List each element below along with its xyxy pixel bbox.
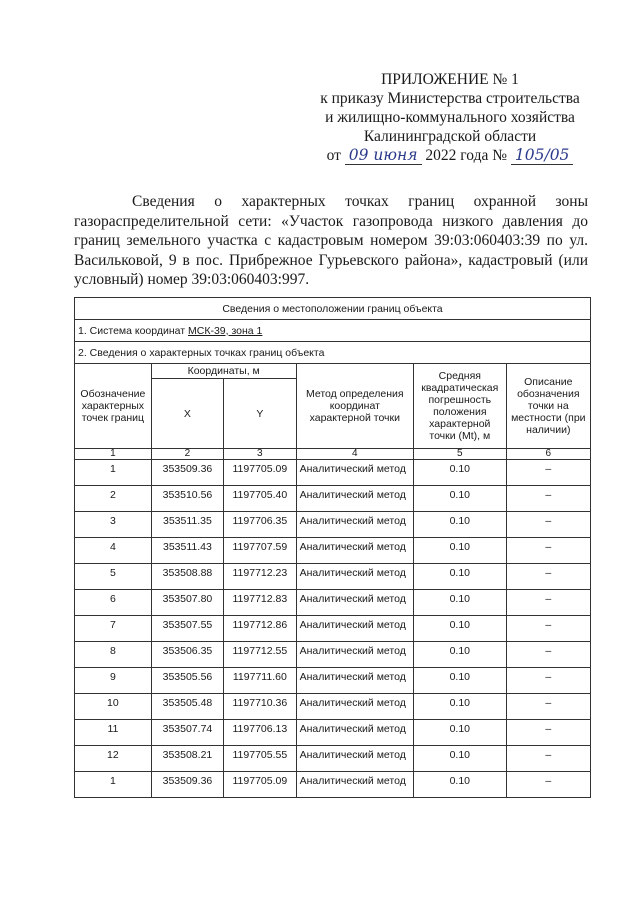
cell-point: 8 [75, 642, 152, 668]
cell-x: 353505.48 [151, 694, 223, 720]
cell-y: 1197705.55 [224, 746, 297, 772]
cell-point: 6 [75, 590, 152, 616]
cell-y: 1197712.86 [224, 616, 297, 642]
cell-desc: – [506, 694, 590, 720]
cell-mt: 0.10 [414, 694, 507, 720]
table-row [75, 772, 591, 798]
table-row [75, 746, 591, 772]
table-row [75, 512, 591, 538]
cell-y: 1197712.83 [224, 590, 297, 616]
boundary-points-table [74, 297, 591, 798]
cell-mt: 0.10 [414, 642, 507, 668]
cell-point: 1 [75, 772, 152, 798]
header-method: Метод определения координат характерной точки [296, 364, 413, 449]
header-y: Y [224, 379, 297, 449]
appendix-date-line [300, 146, 600, 165]
cell-point: 12 [75, 746, 152, 772]
points-section-title: 2. Сведения о характерных точках границ объекта [75, 342, 591, 364]
handwritten-number: 105/05 [511, 146, 574, 165]
table-row [75, 460, 591, 486]
col-number: 5 [414, 449, 507, 460]
cell-mt: 0.10 [414, 720, 507, 746]
cell-x: 353506.35 [151, 642, 223, 668]
cell-y: 1197707.59 [224, 538, 297, 564]
date-prefix: от [326, 147, 341, 164]
cell-mt: 0.10 [414, 668, 507, 694]
cell-point: 3 [75, 512, 152, 538]
cell-mt: 0.10 [414, 746, 507, 772]
cell-point: 9 [75, 668, 152, 694]
cell-x: 353505.56 [151, 668, 223, 694]
cell-method: Аналитический метод [296, 512, 413, 538]
header-coordinates: Координаты, м [151, 364, 296, 379]
cell-point: 7 [75, 616, 152, 642]
cell-mt: 0.10 [414, 460, 507, 486]
cell-mt: 0.10 [414, 590, 507, 616]
col-number: 3 [224, 449, 297, 460]
table-row [75, 720, 591, 746]
cell-desc: – [506, 590, 590, 616]
cell-point: 2 [75, 486, 152, 512]
cell-desc: – [506, 746, 590, 772]
cell-desc: – [506, 564, 590, 590]
col-number: 4 [296, 449, 413, 460]
cell-y: 1197710.36 [224, 694, 297, 720]
cell-desc: – [506, 668, 590, 694]
column-numbers-row [75, 449, 591, 460]
cell-mt: 0.10 [414, 512, 507, 538]
cell-method: Аналитический метод [296, 486, 413, 512]
handwritten-date: 09 июня [345, 146, 422, 165]
cell-desc: – [506, 486, 590, 512]
cell-method: Аналитический метод [296, 460, 413, 486]
cell-point: 1 [75, 460, 152, 486]
table-row [75, 668, 591, 694]
cell-desc: – [506, 720, 590, 746]
cell-x: 353511.35 [151, 512, 223, 538]
cell-desc: – [506, 616, 590, 642]
cell-x: 353508.88 [151, 564, 223, 590]
cell-method: Аналитический метод [296, 642, 413, 668]
cell-method: Аналитический метод [296, 694, 413, 720]
cell-y: 1197705.09 [224, 772, 297, 798]
table-row [75, 694, 591, 720]
table-row [75, 590, 591, 616]
table-body [75, 460, 591, 798]
appendix-title: ПРИЛОЖЕНИЕ № 1 [381, 71, 519, 88]
cell-desc: – [506, 512, 590, 538]
cell-x: 353507.55 [151, 616, 223, 642]
table-title: Сведения о местоположении границ объекта [75, 298, 591, 320]
cell-x: 353511.43 [151, 538, 223, 564]
cell-desc: – [506, 772, 590, 798]
cell-point: 4 [75, 538, 152, 564]
cell-point: 10 [75, 694, 152, 720]
col-number: 1 [75, 449, 152, 460]
coordinate-system-value: МСК-39, зона 1 [188, 324, 263, 337]
cell-x: 353509.36 [151, 460, 223, 486]
cell-y: 1197706.13 [224, 720, 297, 746]
coordinate-system-label: 1. Система координат [78, 324, 186, 337]
header-description: Описание обозначения точки на местности (при наличии) [506, 364, 590, 449]
cell-y: 1197712.55 [224, 642, 297, 668]
cell-desc: – [506, 538, 590, 564]
cell-mt: 0.10 [414, 486, 507, 512]
appendix-line-3: Калининградской области [363, 128, 537, 145]
col-number: 6 [506, 449, 590, 460]
cell-y: 1197712.23 [224, 564, 297, 590]
col-number: 2 [151, 449, 223, 460]
table-row [75, 486, 591, 512]
cell-mt: 0.10 [414, 538, 507, 564]
cell-x: 353507.80 [151, 590, 223, 616]
cell-x: 353509.36 [151, 772, 223, 798]
cell-x: 353508.21 [151, 746, 223, 772]
appendix-line-2: и жилищно-коммунального хозяйства [325, 109, 575, 126]
cell-method: Аналитический метод [296, 564, 413, 590]
table-row [75, 564, 591, 590]
cell-method: Аналитический метод [296, 616, 413, 642]
cell-mt: 0.10 [414, 616, 507, 642]
cell-desc: – [506, 460, 590, 486]
cell-mt: 0.10 [414, 564, 507, 590]
header-x: X [151, 379, 223, 449]
cell-method: Аналитический метод [296, 772, 413, 798]
cell-method: Аналитический метод [296, 590, 413, 616]
cell-y: 1197705.40 [224, 486, 297, 512]
intro-paragraph: Сведения о характерных точках границ охранной зоны газораспределительной сети: «Участок газопровода низкого давления до границ земельного участка с кадастровым номером 39:03:060403:39 по ул. Васильковой, 9 в пос. Прибрежное Гурьевского района», кадастровый (или условный) номер 39:03:060403:997. [74, 193, 588, 288]
coordinate-system-row [75, 320, 591, 342]
cell-x: 353507.74 [151, 720, 223, 746]
table-row [75, 642, 591, 668]
table-row [75, 616, 591, 642]
cell-y: 1197705.09 [224, 460, 297, 486]
cell-method: Аналитический метод [296, 746, 413, 772]
cell-desc: – [506, 642, 590, 668]
cell-y: 1197711.60 [224, 668, 297, 694]
cell-y: 1197706.35 [224, 512, 297, 538]
cell-method: Аналитический метод [296, 668, 413, 694]
appendix-line-1: к приказу Министерства строительства [320, 90, 580, 107]
cell-method: Аналитический метод [296, 538, 413, 564]
header-designation: Обозначение характерных точек границ [75, 364, 152, 449]
cell-point: 5 [75, 564, 152, 590]
header-accuracy: Средняя квадратическая погрешность положения характерной точки (Mt), м [414, 364, 507, 449]
cell-point: 11 [75, 720, 152, 746]
cell-method: Аналитический метод [296, 720, 413, 746]
appendix-header [300, 70, 600, 165]
cell-x: 353510.56 [151, 486, 223, 512]
table-row [75, 538, 591, 564]
cell-mt: 0.10 [414, 772, 507, 798]
year-text: 2022 года № [425, 147, 508, 164]
